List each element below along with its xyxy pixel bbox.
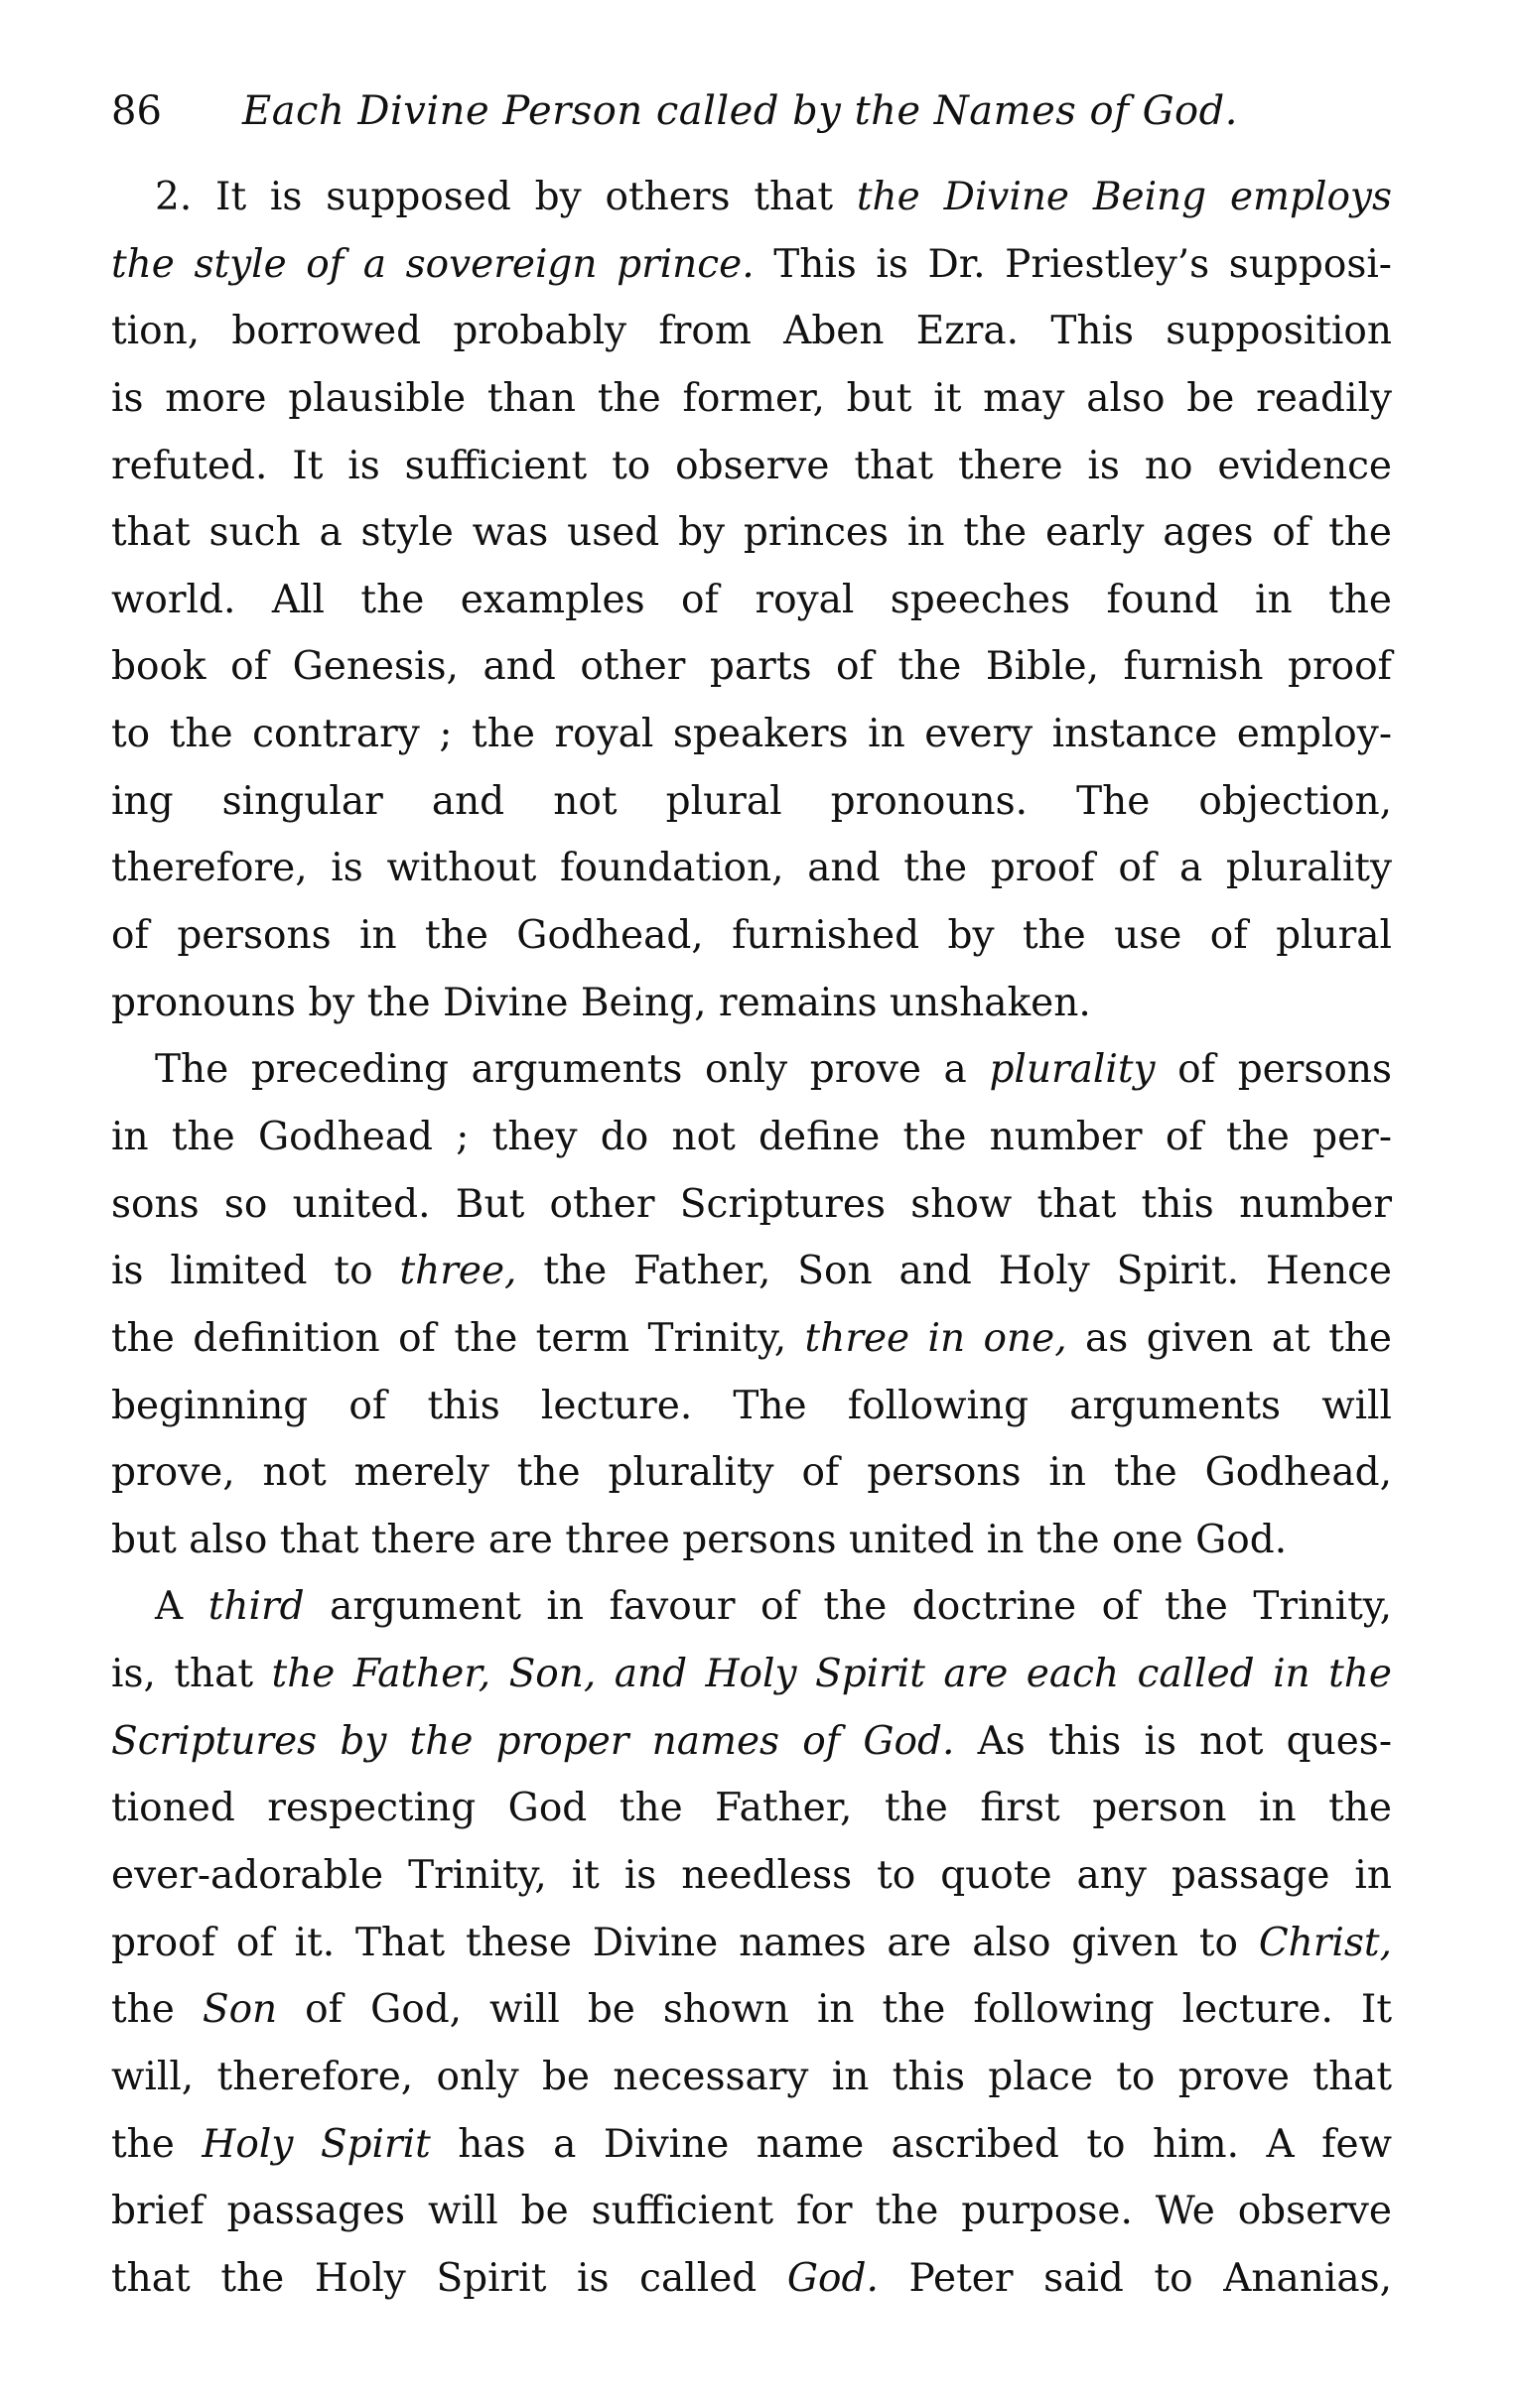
- text-run: is, that: [111, 1652, 272, 1697]
- text-run: refuted. It is sufficient to observe that there is no evidence: [111, 443, 1392, 488]
- text-line: [111, 1775, 1392, 1842]
- text-line: [111, 1036, 1392, 1104]
- text-run: tion, borrowed probably from Aben Ezra. This supposition: [111, 309, 1392, 354]
- text-line: [111, 1171, 1392, 1239]
- text-line: [111, 1305, 1392, 1373]
- text-run: the definition of the term Trinity,: [111, 1315, 805, 1361]
- text-line: [111, 1104, 1392, 1171]
- text-run: tioned respecting God the Father, the first person in the: [111, 1786, 1392, 1831]
- italic-text: three,: [399, 1249, 517, 1294]
- text-line: [111, 1238, 1392, 1305]
- text-run: of persons: [1155, 1047, 1393, 1093]
- italic-text: third: [207, 1584, 305, 1630]
- text-line: [111, 970, 1392, 1037]
- running-title: Each Divine Person called by the Names of God.: [242, 88, 1238, 134]
- text-run: 2. It is supposed by others that: [155, 175, 857, 219]
- text-run: sons so united. But other Scriptures show that this number: [111, 1181, 1392, 1227]
- text-line: [111, 164, 1392, 231]
- text-run: is limited to: [111, 1249, 400, 1294]
- text-run: A: [155, 1584, 208, 1630]
- text-run: has a Divine name ascribed to him. A few: [430, 2121, 1392, 2167]
- text-line: [111, 1910, 1392, 1977]
- page-number: 86: [111, 88, 162, 134]
- text-line: [111, 1507, 1392, 1574]
- text-run: The preceding arguments only prove a: [155, 1047, 990, 1093]
- text-line: [111, 499, 1392, 567]
- text-run: of God, will be shown in the following lecture. It: [277, 1987, 1392, 2033]
- text-run: This is Dr. Priestley’s supposi-: [754, 241, 1392, 287]
- text-run: but also that there are three persons united in the one God.: [111, 1517, 1288, 1562]
- text-line: [111, 1439, 1392, 1507]
- text-line: [111, 1842, 1392, 1910]
- text-line: [111, 1641, 1392, 1708]
- page-header: [111, 71, 1392, 151]
- text-run: that such a style was used by princes in the early ages of the: [111, 510, 1392, 556]
- text-line: [111, 835, 1392, 902]
- text-line: [111, 1373, 1392, 1440]
- text-line: [111, 701, 1392, 768]
- text-line: [111, 1708, 1392, 1776]
- text-run: to the contrary ; the royal speakers in every instance employ-: [111, 712, 1392, 757]
- text-run: the Father, Son and Holy Spirit. Hence: [516, 1249, 1392, 1294]
- italic-text: Son: [202, 1987, 278, 2033]
- text-line: [111, 2245, 1392, 2313]
- text-line: [111, 365, 1392, 433]
- text-run: ing singular and not plural pronouns. The objection,: [111, 778, 1392, 824]
- text-run: prove, not merely the plurality of persons in the Godhead,: [111, 1450, 1392, 1496]
- italic-text: the Father, Son, and Holy Spirit are each called in the: [271, 1652, 1392, 1697]
- text-run: ever-adorable Trinity, it is needless to quote any passage in: [111, 1853, 1392, 1899]
- text-run: Peter said to Ananias,: [878, 2255, 1392, 2301]
- text-line: [111, 1573, 1392, 1641]
- italic-text: the Divine Being employs: [856, 175, 1392, 219]
- text-run: is more plausible than the former, but it may also be readily: [111, 375, 1392, 421]
- text-run: As this is not ques-: [954, 1718, 1392, 1764]
- text-line: [111, 2111, 1392, 2179]
- text-line: [111, 298, 1392, 365]
- text-run: the: [111, 2121, 203, 2167]
- text-run: the: [111, 1987, 203, 2033]
- text-run: pronouns by the Divine Being, remains unshaken.: [111, 980, 1091, 1025]
- italic-text: Scriptures by the proper names of God.: [111, 1718, 955, 1764]
- body-text: [111, 164, 1392, 2313]
- text-run: argument in favour of the doctrine of the Trinity,: [304, 1584, 1393, 1630]
- text-run: proof of it. That these Divine names are also given to: [111, 1920, 1259, 1965]
- italic-text: Christ,: [1258, 1920, 1392, 1965]
- text-line: [111, 2044, 1392, 2111]
- text-run: brief passages will be sufficient for the purpose. We observe: [111, 2189, 1392, 2234]
- text-run: of persons in the Godhead, furnished by the use of plural: [111, 913, 1392, 959]
- italic-text: God.: [786, 2255, 879, 2301]
- text-run: that the Holy Spirit is called: [111, 2255, 787, 2301]
- text-run: in the Godhead ; they do not define the number of the per-: [111, 1114, 1392, 1159]
- italic-text: the style of a sovereign prince.: [111, 241, 755, 287]
- text-line: [111, 633, 1392, 701]
- text-line: [111, 1976, 1392, 2044]
- text-line: [111, 902, 1392, 970]
- text-run: beginning of this lecture. The following arguments will: [111, 1383, 1392, 1428]
- text-line: [111, 2178, 1392, 2245]
- text-run: therefore, is without foundation, and the proof of a plurality: [111, 846, 1392, 891]
- text-line: [111, 433, 1392, 500]
- text-line: [111, 567, 1392, 634]
- text-run: will, therefore, only be necessary in this place to prove that: [111, 2054, 1392, 2099]
- italic-text: Holy Spirit: [202, 2121, 431, 2167]
- italic-text: three in one,: [804, 1315, 1067, 1361]
- text-line: [111, 231, 1392, 299]
- text-run: world. All the examples of royal speeches found in the: [111, 577, 1392, 622]
- text-line: [111, 768, 1392, 836]
- book-page: [111, 62, 1392, 2374]
- italic-text: plurality: [989, 1047, 1156, 1093]
- text-run: book of Genesis, and other parts of the Bible, furnish proof: [111, 644, 1392, 690]
- text-run: as given at the: [1066, 1315, 1392, 1361]
